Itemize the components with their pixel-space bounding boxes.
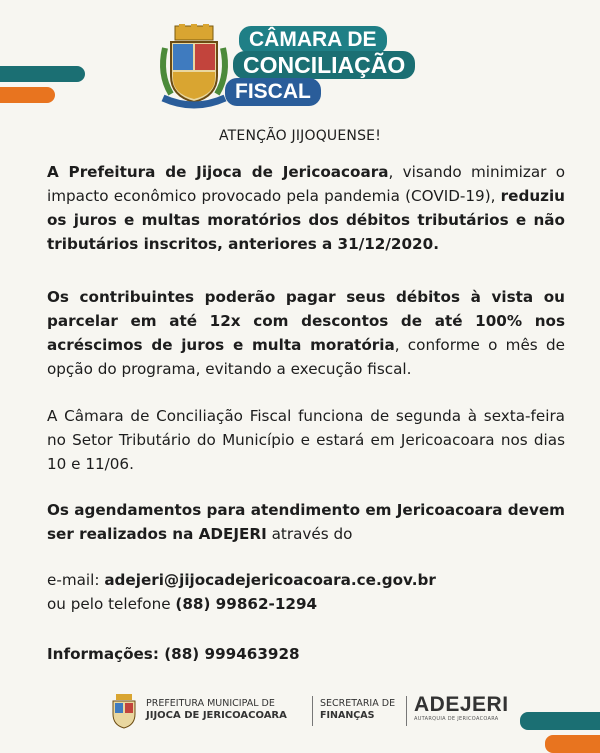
adejeri-name: ADEJERI	[414, 693, 509, 716]
paragraph-payment	[47, 285, 565, 381]
secretaria-line-1: SECRETARIA DE	[320, 698, 396, 709]
municipal-crest-icon	[108, 694, 140, 730]
title-line-3: FISCAL	[225, 78, 321, 106]
adejeri-subtitle: AUTARQUIA DE JERICOACOARA	[414, 716, 499, 722]
decorative-stripe	[0, 66, 85, 82]
text: A Câmara de Conciliação Fiscal funciona de segunda à sexta-feira no Setor Tributário do Município e estará em Jericoacoara nos dias 10 e 11/06.	[47, 407, 565, 473]
text: através do	[266, 525, 353, 543]
secretaria-logo-text	[320, 698, 395, 722]
info-text: Informações: (88) 999463928	[47, 645, 300, 663]
decorative-stripe	[545, 735, 600, 753]
adejeri-logo	[414, 694, 509, 722]
phone-line	[47, 592, 565, 616]
info-line	[47, 642, 565, 666]
bold-text: A Prefeitura de Jijoca de Jericoacoara	[47, 163, 389, 181]
email-address: adejeri@jijocadejericoacoara.ce.gov.br	[104, 571, 436, 589]
divider	[312, 696, 313, 726]
bold-text: reduziu os juros e multas moratórios dos débitos tributários e não tributários inscritos, anteriores a 31/12/2020.	[47, 187, 565, 253]
attention-heading: ATENÇÃO JIJOQUENSE!	[218, 128, 382, 144]
secretaria-line-2: FINANÇAS	[320, 710, 375, 721]
paragraph-intro	[47, 160, 565, 256]
text: , conforme o mês de opção do programa, evitando a execução fiscal.	[47, 336, 565, 378]
email-line	[47, 568, 565, 592]
header-logo	[155, 22, 445, 114]
phone-label: ou pelo telefone	[47, 595, 176, 613]
phone-number: (88) 99862-1294	[175, 595, 318, 613]
prefeitura-line-1: PREFEITURA MUNICIPAL DE	[146, 698, 275, 709]
paragraph-appointments	[47, 498, 565, 546]
decorative-stripe	[520, 712, 600, 730]
bold-text: Os contribuintes poderão pagar seus débitos à vista ou parcelar em até 12x com descontos de até 100% nos acréscimos de juros e multa moratória	[47, 288, 565, 354]
decorative-stripe	[0, 87, 55, 103]
email-label: e-mail:	[47, 571, 105, 589]
title-line-1: CÂMARA DE	[239, 26, 387, 54]
prefeitura-line-2: JIJOCA DE JERICOACOARA	[146, 710, 287, 721]
title-line-2: CONCILIAÇÃO	[233, 51, 415, 79]
prefeitura-logo-text	[146, 698, 287, 722]
contact-block	[47, 568, 565, 616]
bold-text: Os agendamentos para atendimento em Jericoacoara devem ser realizados na ADEJERI	[47, 501, 565, 543]
municipal-crest-icon	[155, 24, 233, 110]
text: , visando minimizar o impacto econômico provocado pela pandemia (COVID-19),	[47, 163, 565, 205]
footer-logos	[108, 692, 508, 732]
divider	[406, 696, 407, 726]
paragraph-schedule	[47, 404, 565, 476]
